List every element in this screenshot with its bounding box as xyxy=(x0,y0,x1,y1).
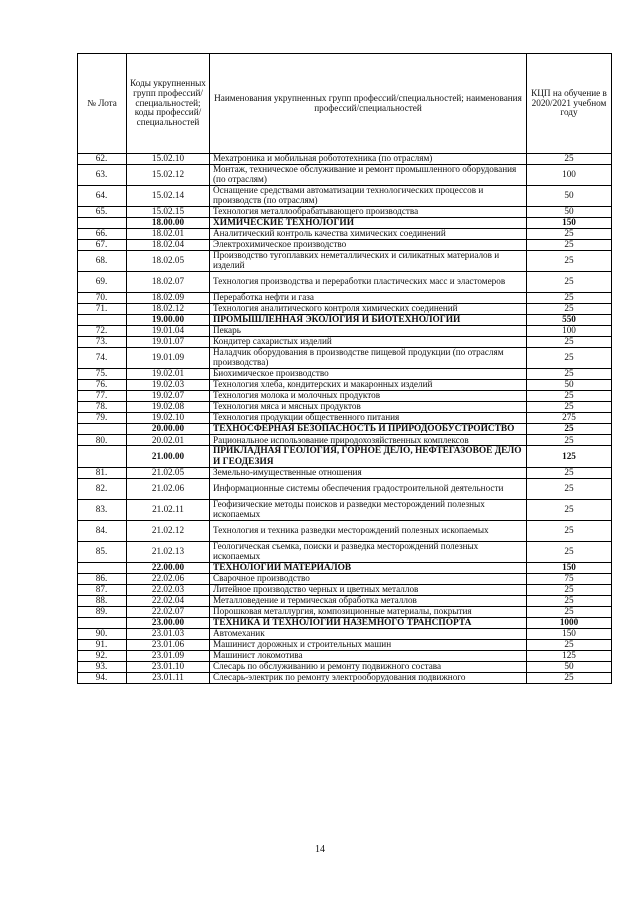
cell-lot-number xyxy=(78,562,127,573)
cell-kcp: 25 xyxy=(527,348,612,369)
cell-name: Технология и техника разведки месторождений полезных ископаемых xyxy=(210,520,527,541)
cell-lot-number: 66. xyxy=(78,229,127,240)
cell-kcp: 25 xyxy=(527,520,612,541)
cell-code: 18.02.05 xyxy=(127,251,210,272)
table-row xyxy=(78,272,612,293)
cell-kcp: 25 xyxy=(527,435,612,446)
table-row xyxy=(78,662,612,673)
cell-code: 21.02.11 xyxy=(127,499,210,520)
cell-lot-number: 62. xyxy=(78,154,127,165)
cell-name: Сварочное производство xyxy=(210,573,527,584)
cell-kcp: 25 xyxy=(527,606,612,617)
cell-kcp: 25 xyxy=(527,369,612,380)
table-row xyxy=(78,165,612,186)
cell-kcp: 25 xyxy=(527,673,612,684)
cell-name: ХИМИЧЕСКИЕ ТЕХНОЛОГИИ xyxy=(210,218,527,229)
header-kcp: КЦП на обучение в 2020/2021 учебном году xyxy=(527,54,612,154)
cell-name: ТЕХНИКА И ТЕХНОЛОГИИ НАЗЕМНОГО ТРАНСПОРТА xyxy=(210,617,527,628)
cell-lot-number: 69. xyxy=(78,272,127,293)
cell-code: 18.02.12 xyxy=(127,304,210,315)
cell-kcp: 1000 xyxy=(527,617,612,628)
cell-lot-number: 82. xyxy=(78,478,127,499)
cell-lot-number: 87. xyxy=(78,584,127,595)
cell-kcp: 100 xyxy=(527,326,612,337)
cell-kcp: 125 xyxy=(527,446,612,467)
table-row xyxy=(78,640,612,651)
cell-kcp: 125 xyxy=(527,651,612,662)
table-row xyxy=(78,435,612,446)
cell-name: Технология продукции общественного питания xyxy=(210,413,527,424)
document-sheet xyxy=(77,53,611,684)
cell-name: Технология производства и переработки пластических масс и эластомеров xyxy=(210,272,527,293)
group-row xyxy=(78,446,612,467)
cell-code: 22.02.06 xyxy=(127,573,210,584)
cell-lot-number: 67. xyxy=(78,240,127,251)
cell-name: Автомеханик xyxy=(210,629,527,640)
table-header-row xyxy=(78,54,612,154)
cell-name: Информационные системы обеспечения градостроительной деятельности xyxy=(210,478,527,499)
cell-lot-number: 83. xyxy=(78,499,127,520)
cell-lot-number: 71. xyxy=(78,304,127,315)
cell-lot-number: 86. xyxy=(78,573,127,584)
cell-code: 19.01.04 xyxy=(127,326,210,337)
table-row xyxy=(78,207,612,218)
cell-kcp: 25 xyxy=(527,337,612,348)
cell-lot-number: 88. xyxy=(78,595,127,606)
table-row xyxy=(78,326,612,337)
header-codes: Коды укрупненных групп профессий/ специальностей; коды профессий/ специальностей xyxy=(127,54,210,154)
cell-code: 19.01.09 xyxy=(127,348,210,369)
cell-name: Земельно-имущественные отношения xyxy=(210,467,527,478)
cell-name: Машинист локомотива xyxy=(210,651,527,662)
cell-kcp: 25 xyxy=(527,541,612,562)
cell-name: Слесарь-электрик по ремонту электрооборудования подвижного xyxy=(210,673,527,684)
page-number: 14 xyxy=(315,844,325,855)
cell-name: Электрохимическое производство xyxy=(210,240,527,251)
cell-code: 22.02.07 xyxy=(127,606,210,617)
table-body xyxy=(78,154,612,684)
table-row xyxy=(78,520,612,541)
cell-kcp: 550 xyxy=(527,315,612,326)
cell-lot-number: 92. xyxy=(78,651,127,662)
cell-lot-number: 63. xyxy=(78,165,127,186)
table-row xyxy=(78,467,612,478)
table-row xyxy=(78,629,612,640)
cell-code: 15.02.14 xyxy=(127,186,210,207)
cell-code: 21.02.12 xyxy=(127,520,210,541)
cell-kcp: 50 xyxy=(527,207,612,218)
table-row xyxy=(78,673,612,684)
table-row xyxy=(78,402,612,413)
table-row xyxy=(78,573,612,584)
cell-name: ПРОМЫШЛЕННАЯ ЭКОЛОГИЯ И БИОТЕХНОЛОГИИ xyxy=(210,315,527,326)
table-row xyxy=(78,380,612,391)
cell-kcp: 25 xyxy=(527,240,612,251)
table-row xyxy=(78,584,612,595)
cell-code: 19.02.01 xyxy=(127,369,210,380)
cell-code: 22.02.03 xyxy=(127,584,210,595)
cell-lot-number: 93. xyxy=(78,662,127,673)
cell-name: Геофизические методы поисков и разведки месторождений полезных ископаемых xyxy=(210,499,527,520)
cell-lot-number: 79. xyxy=(78,413,127,424)
cell-lot-number: 77. xyxy=(78,391,127,402)
cell-name: Технология хлеба, кондитерских и макаронных изделий xyxy=(210,380,527,391)
group-row xyxy=(78,617,612,628)
cell-code: 23.01.09 xyxy=(127,651,210,662)
group-row xyxy=(78,315,612,326)
cell-name: Производство тугоплавких неметаллических и силикатных материалов и изделий xyxy=(210,251,527,272)
cell-code: 15.02.10 xyxy=(127,154,210,165)
table-row xyxy=(78,413,612,424)
cell-kcp: 25 xyxy=(527,640,612,651)
cell-name: Переработка нефти и газа xyxy=(210,293,527,304)
cell-kcp: 25 xyxy=(527,424,612,435)
cell-name: Наладчик оборудования в производстве пищевой продукции (по отраслям производства) xyxy=(210,348,527,369)
cell-name: Кондитер сахаристых изделий xyxy=(210,337,527,348)
cell-kcp: 150 xyxy=(527,562,612,573)
cell-kcp: 25 xyxy=(527,402,612,413)
table-row xyxy=(78,337,612,348)
cell-name: Металловедение и термическая обработка металлов xyxy=(210,595,527,606)
cell-lot-number xyxy=(78,315,127,326)
cell-lot-number: 64. xyxy=(78,186,127,207)
cell-code: 22.00.00 xyxy=(127,562,210,573)
cell-code: 19.02.10 xyxy=(127,413,210,424)
cell-kcp: 25 xyxy=(527,595,612,606)
specialties-table xyxy=(77,53,612,684)
cell-kcp: 100 xyxy=(527,165,612,186)
table-row xyxy=(78,478,612,499)
cell-code: 19.00.00 xyxy=(127,315,210,326)
table-row xyxy=(78,240,612,251)
header-lot: № Лота xyxy=(78,54,127,154)
cell-code: 19.02.07 xyxy=(127,391,210,402)
cell-name: ТЕХНОЛОГИИ МАТЕРИАЛОВ xyxy=(210,562,527,573)
cell-code: 20.02.01 xyxy=(127,435,210,446)
cell-code: 21.02.05 xyxy=(127,467,210,478)
cell-code: 18.02.04 xyxy=(127,240,210,251)
cell-code: 20.00.00 xyxy=(127,424,210,435)
cell-lot-number: 70. xyxy=(78,293,127,304)
cell-kcp: 25 xyxy=(527,272,612,293)
cell-kcp: 150 xyxy=(527,218,612,229)
cell-name: Пекарь xyxy=(210,326,527,337)
header-name: Наименования укрупненных групп профессий/специальностей; наименования профессий/специальностей xyxy=(210,54,527,154)
table-row xyxy=(78,293,612,304)
cell-lot-number: 65. xyxy=(78,207,127,218)
cell-name: Мехатроника и мобильная робототехника (по отраслям) xyxy=(210,154,527,165)
cell-kcp: 25 xyxy=(527,304,612,315)
cell-name: Геологическая съемка, поиски и разведка месторождений полезных ископаемых xyxy=(210,541,527,562)
cell-code: 18.02.01 xyxy=(127,229,210,240)
cell-code: 15.02.12 xyxy=(127,165,210,186)
cell-kcp: 50 xyxy=(527,186,612,207)
cell-lot-number xyxy=(78,424,127,435)
cell-lot-number: 89. xyxy=(78,606,127,617)
table-row xyxy=(78,606,612,617)
cell-kcp: 50 xyxy=(527,380,612,391)
table-row xyxy=(78,348,612,369)
table-row xyxy=(78,251,612,272)
cell-kcp: 25 xyxy=(527,154,612,165)
cell-name: Технология металлообрабатывающего производства xyxy=(210,207,527,218)
cell-code: 21.00.00 xyxy=(127,446,210,467)
cell-kcp: 25 xyxy=(527,584,612,595)
cell-code: 23.01.11 xyxy=(127,673,210,684)
cell-code: 23.01.03 xyxy=(127,629,210,640)
cell-lot-number: 72. xyxy=(78,326,127,337)
cell-name: Аналитический контроль качества химических соединений xyxy=(210,229,527,240)
cell-name: Технология мяса и мясных продуктов xyxy=(210,402,527,413)
cell-lot-number: 81. xyxy=(78,467,127,478)
table-row xyxy=(78,186,612,207)
cell-name: Технология молока и молочных продуктов xyxy=(210,391,527,402)
cell-kcp: 150 xyxy=(527,629,612,640)
cell-kcp: 25 xyxy=(527,229,612,240)
cell-lot-number: 73. xyxy=(78,337,127,348)
cell-name: Технология аналитического контроля химических соединений xyxy=(210,304,527,315)
cell-lot-number: 80. xyxy=(78,435,127,446)
cell-code: 21.02.06 xyxy=(127,478,210,499)
cell-kcp: 25 xyxy=(527,251,612,272)
cell-kcp: 75 xyxy=(527,573,612,584)
cell-code: 15.02.15 xyxy=(127,207,210,218)
cell-name: Литейное производство черных и цветных металлов xyxy=(210,584,527,595)
table-row xyxy=(78,541,612,562)
cell-lot-number: 91. xyxy=(78,640,127,651)
cell-kcp: 25 xyxy=(527,499,612,520)
cell-kcp: 25 xyxy=(527,293,612,304)
cell-kcp: 25 xyxy=(527,467,612,478)
cell-code: 23.01.10 xyxy=(127,662,210,673)
table-row xyxy=(78,391,612,402)
cell-lot-number: 74. xyxy=(78,348,127,369)
group-row xyxy=(78,218,612,229)
cell-name: Порошковая металлургия, композиционные материалы, покрытия xyxy=(210,606,527,617)
cell-kcp: 50 xyxy=(527,662,612,673)
cell-code: 21.02.13 xyxy=(127,541,210,562)
cell-name: Биохимическое производство xyxy=(210,369,527,380)
cell-lot-number: 78. xyxy=(78,402,127,413)
cell-kcp: 25 xyxy=(527,391,612,402)
cell-code: 23.01.06 xyxy=(127,640,210,651)
cell-name: Монтаж, техническое обслуживание и ремонт промышленного оборудования (по отраслям) xyxy=(210,165,527,186)
cell-lot-number xyxy=(78,446,127,467)
cell-code: 19.01.07 xyxy=(127,337,210,348)
cell-kcp: 275 xyxy=(527,413,612,424)
cell-code: 18.02.09 xyxy=(127,293,210,304)
cell-code: 18.00.00 xyxy=(127,218,210,229)
group-row xyxy=(78,424,612,435)
cell-lot-number: 76. xyxy=(78,380,127,391)
cell-lot-number: 90. xyxy=(78,629,127,640)
cell-lot-number: 84. xyxy=(78,520,127,541)
cell-code: 23.00.00 xyxy=(127,617,210,628)
table-row xyxy=(78,651,612,662)
table-row xyxy=(78,369,612,380)
cell-name: Слесарь по обслуживанию и ремонту подвижного состава xyxy=(210,662,527,673)
cell-code: 18.02.07 xyxy=(127,272,210,293)
cell-code: 22.02.04 xyxy=(127,595,210,606)
table-row xyxy=(78,154,612,165)
cell-name: Рациональное использование природохозяйственных комплексов xyxy=(210,435,527,446)
cell-lot-number: 94. xyxy=(78,673,127,684)
cell-name: ТЕХНОСФЕРНАЯ БЕЗОПАСНОСТЬ И ПРИРОДООБУСТРОЙСТВО xyxy=(210,424,527,435)
cell-code: 19.02.08 xyxy=(127,402,210,413)
cell-lot-number: 75. xyxy=(78,369,127,380)
cell-code: 19.02.03 xyxy=(127,380,210,391)
cell-lot-number: 85. xyxy=(78,541,127,562)
cell-name: Машинист дорожных и строительных машин xyxy=(210,640,527,651)
table-row xyxy=(78,595,612,606)
group-row xyxy=(78,562,612,573)
cell-name: ПРИКЛАДНАЯ ГЕОЛОГИЯ, ГОРНОЕ ДЕЛО, НЕФТЕГАЗОВОЕ ДЕЛО И ГЕОДЕЗИЯ xyxy=(210,446,527,467)
cell-lot-number xyxy=(78,218,127,229)
table-row xyxy=(78,499,612,520)
table-row xyxy=(78,229,612,240)
cell-kcp: 25 xyxy=(527,478,612,499)
cell-lot-number xyxy=(78,617,127,628)
table-row xyxy=(78,304,612,315)
cell-name: Оснащение средствами автоматизации технологических процессов и производств (по отраслям) xyxy=(210,186,527,207)
cell-lot-number: 68. xyxy=(78,251,127,272)
